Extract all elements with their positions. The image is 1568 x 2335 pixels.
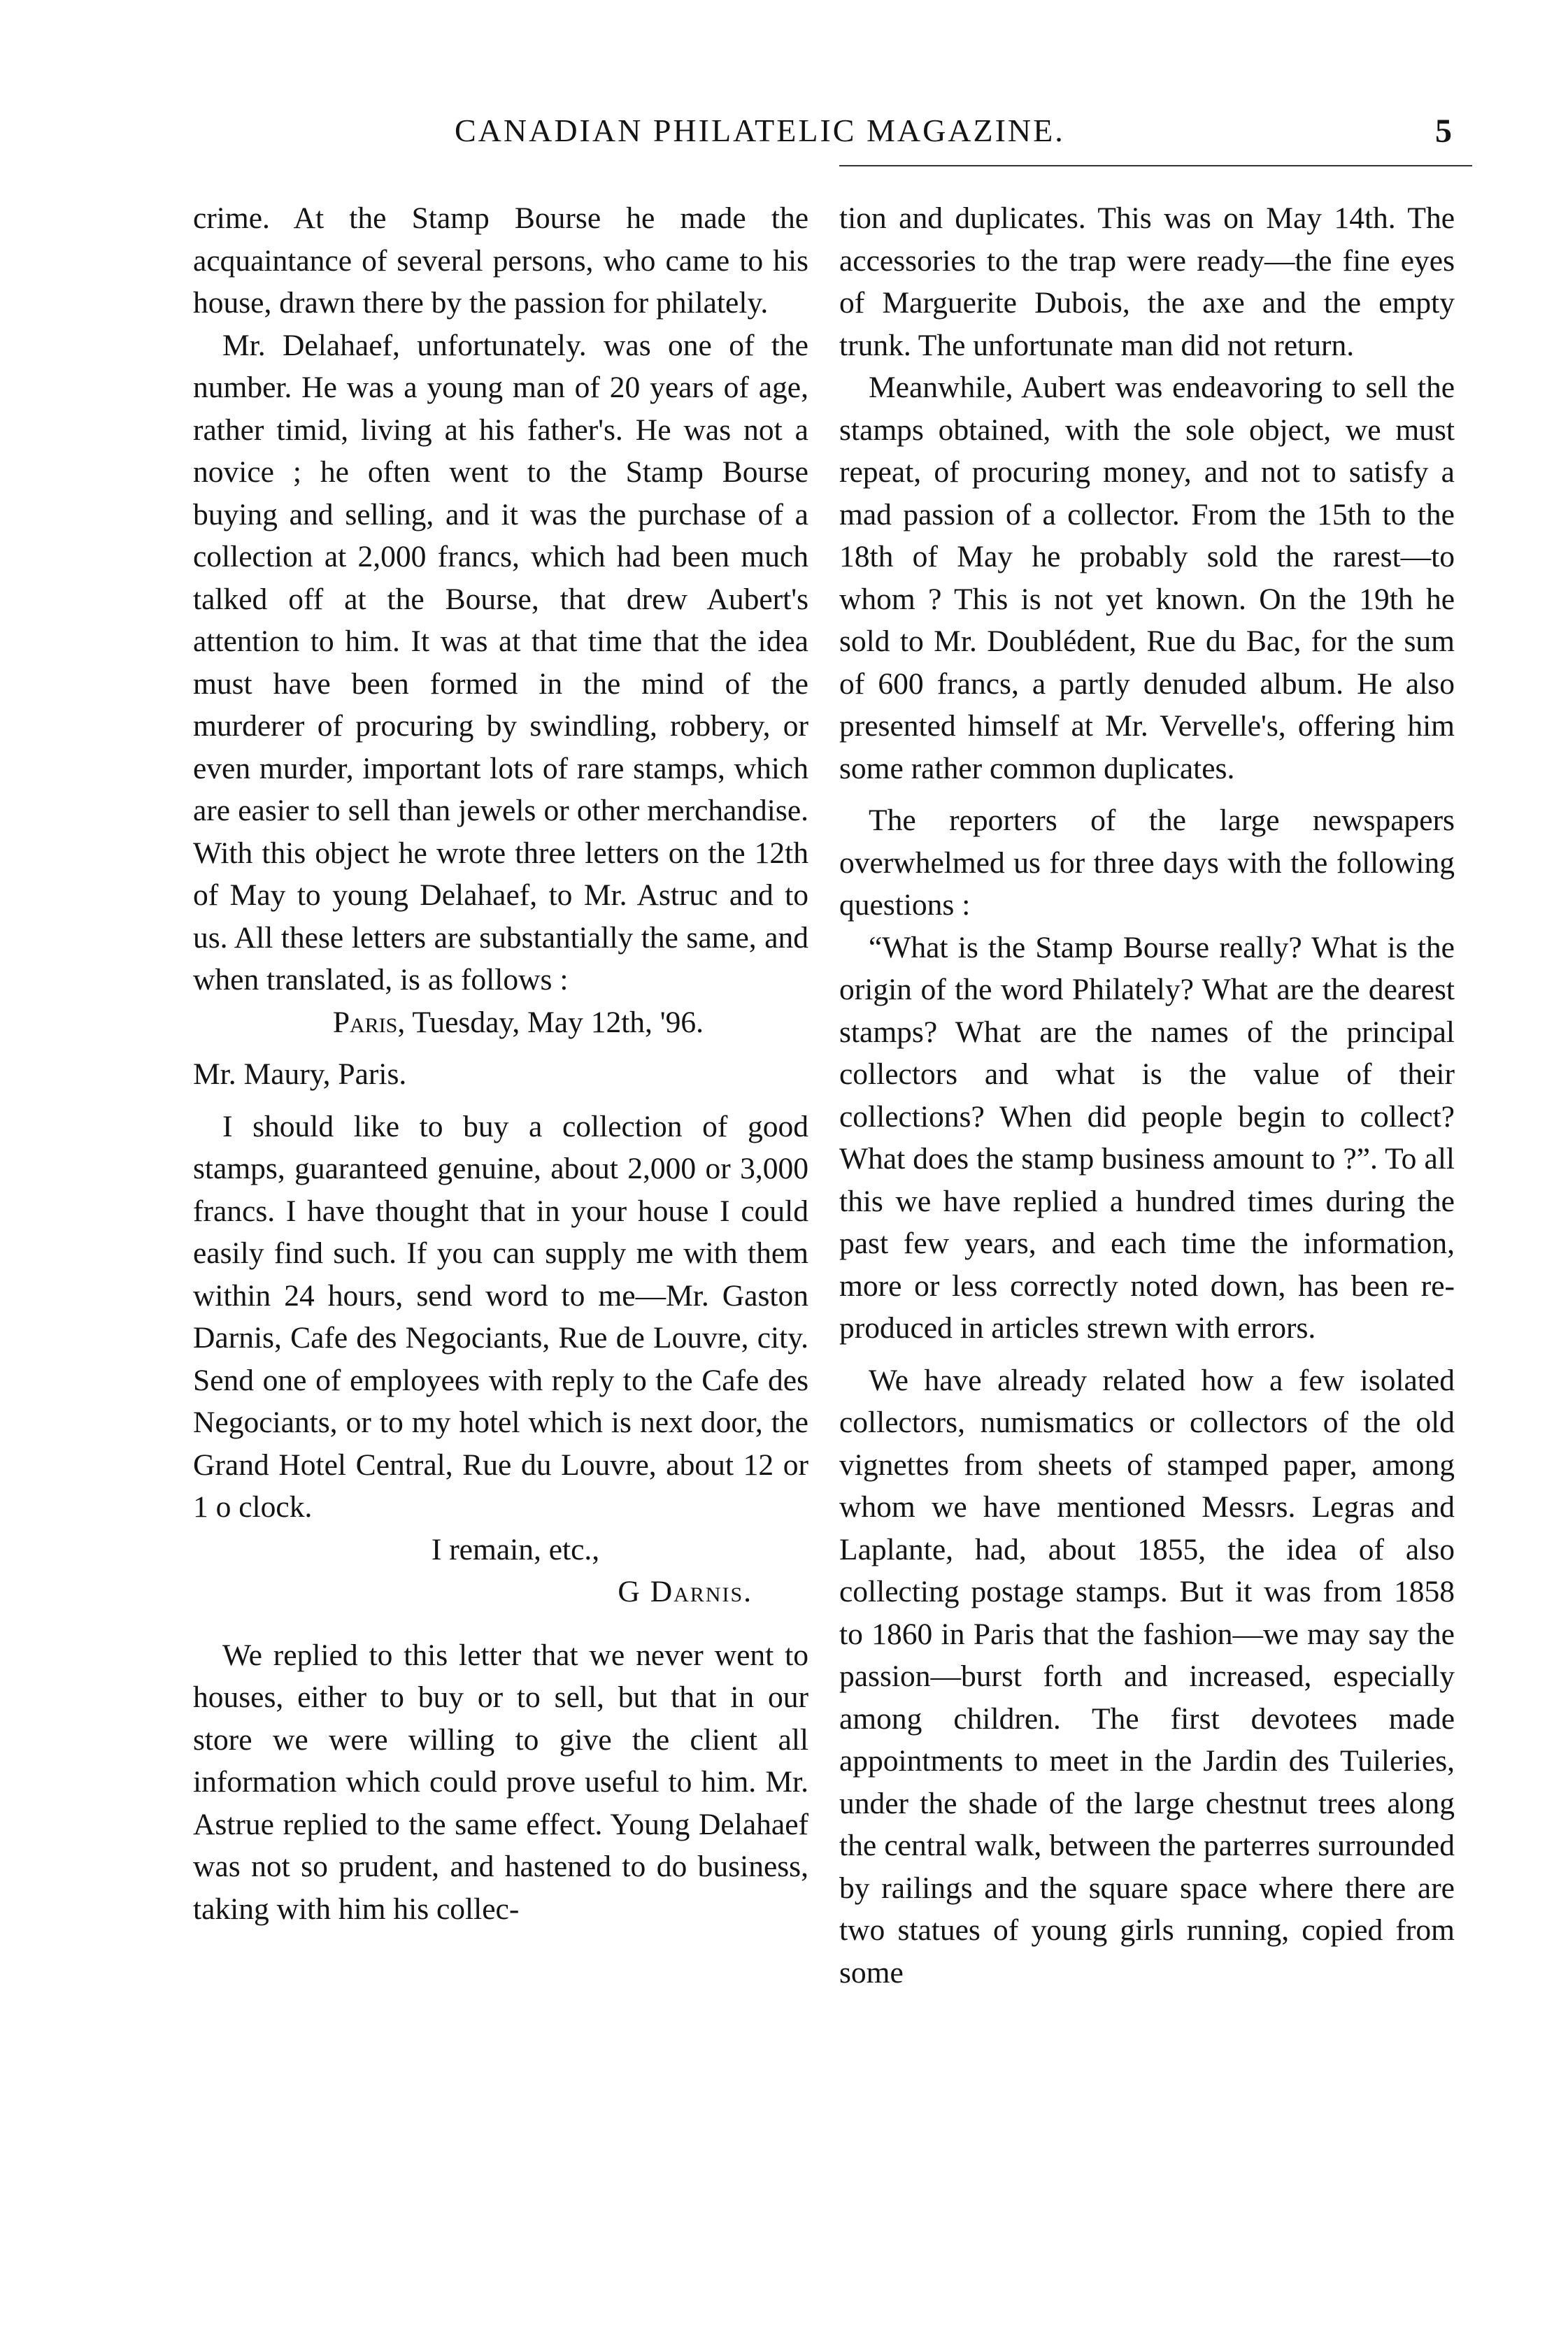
paragraph: Meanwhile, Aubert was endeavoring to sell the stamps obtained, with the sole object, we must repeat, of procuring money, and not to satisfy a mad passion of a collector. From the 15th to the 18th of May he probably sold the rarest—to whom ? This is not yet known. On the 19th he sold to Mr. Doublédent, Rue du Bac, for the sum of 600 francs, a partly denuded album. He also presented himself at Mr. Vervelle's, offering him some rather common duplicates. xyxy=(839,371,1455,785)
paragraph: The reporters of the large newspapers overwhelmed us for three days with the following questions : xyxy=(839,804,1455,922)
letter-signature: G Darnis. xyxy=(618,1575,753,1608)
left-column xyxy=(193,197,808,1930)
paragraph: We replied to this letter that we never went to houses, either to buy or to sell, but that in our store we were willing to give the client all information which could prove useful to him. Mr. Astrue replied to the same effect. Young Delahaef was not so prudent, and hastened to do business, taking with him his collec- xyxy=(193,1638,808,1926)
letter-body: I should like to buy a collection of good stamps, guaranteed genuine, about 2,000 or 3,000 francs. I have thought that in your house I could easily find such. If you can supply me with them within 24 hours, send word to me—Mr. Gaston Darnis, Cafe des Negociants, Rue de Louvre, city. Send one of employees with reply to the Cafe des Negociants, or to my hotel which is next door, the Grand Hotel Central, Rue du Louvre, about 12 or 1 o clock. xyxy=(193,1109,808,1524)
dateline-place: Paris, xyxy=(332,1005,406,1039)
letter-dateline xyxy=(193,1001,808,1044)
page-number: 5 xyxy=(1435,113,1452,150)
paragraph: “What is the Stamp Bourse really? What is the origin of the word Philately? What are the dearest stamps? What are the names of the principal collectors and what is the value of their collections? When did people begin to collect? What does the stamp business amount to ?”. To all this we have replied a hundred times during the past few years, and each time the information, more or less correctly noted down, has been re-produced in articles strewn with errors. xyxy=(839,930,1455,1345)
dateline-date: Tuesday, May 12th, '96. xyxy=(405,1005,704,1039)
paragraph: Mr. Delahaef, unfortunately. was one of the number. He was a young man of 20 years of age, rather timid, living at his father's. He was not a novice ; he often went to the Stamp Bourse buying and selling, and it was the purchase of a collection at 2,000 francs, which had been much talked off at the Bourse, that drew Aubert's attention to him. It was at that time that the idea must have been formed in the mind of the murderer of procuring by swindling, robbery, or even murder, important lots of rare stamps, which are easier to sell than jewels or other merchandise. With this object he wrote three letters on the 12th of May to young Delahaef, to Mr. Astruc and to us. All these letters are substantially the same, and when translated, is as follows : xyxy=(193,328,808,997)
right-column xyxy=(839,197,1455,1994)
running-header xyxy=(189,112,1462,155)
header-rule xyxy=(839,165,1472,166)
letter-salutation: Mr. Maury, Paris. xyxy=(193,1057,407,1091)
magazine-title: CANADIAN PHILATELIC MAGAZINE. xyxy=(455,113,1065,148)
letter-closing: I remain, etc., xyxy=(431,1532,600,1566)
paragraph: We have already related how a few isolated collectors, numismatics or collectors of the old vignettes from sheets of stamped paper, among whom we have mentioned Messrs. Legras and Laplante, had, about 1855, the idea of also collecting postage stamps. But it was from 1858 to 1860 in Paris that the fashion—we may say the passion—burst forth and increased, especially among children. The first devotees made appointments to meet in the Jardin des Tuileries, under the shade of the large chestnut trees along the central walk, between the parterres surrounded by railings and the square space where there are two statues of young girls running, copied from some xyxy=(839,1363,1455,1990)
paragraph: tion and duplicates. This was on May 14th. The accessories to the trap were ready—the fine eyes of Marguerite Dubois, the axe and the empty trunk. The unfortunate man did not return. xyxy=(839,201,1455,362)
paragraph: crime. At the Stamp Bourse he made the acquaintance of several persons, who came to his house, drawn there by the passion for philately. xyxy=(193,201,808,320)
